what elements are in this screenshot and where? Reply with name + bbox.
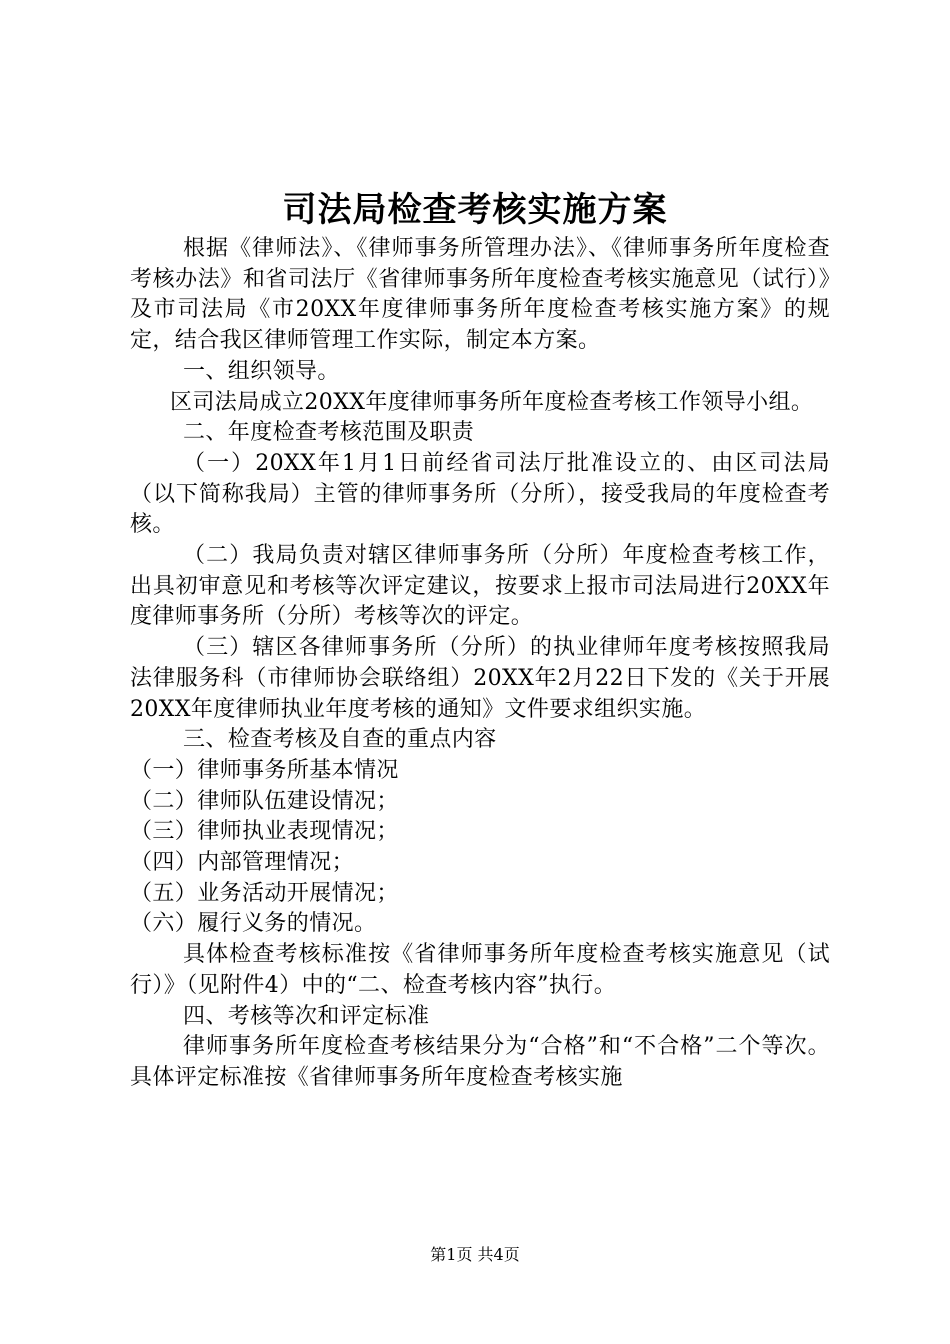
list-item: （五）业务活动开展情况；	[130, 880, 399, 906]
paragraph-scope-3: （三）辖区各律师事务所（分所）的执业律师年度考核按照我局法律服务科（市律师协会联络组）20XX年2月22日下发的《关于开展20XX年度律师执业年度考核的通知》文件要求组织实施。	[130, 635, 830, 722]
paragraph-scope-1: （一）20XX年1月1日前经省司法厅批准设立的、由区司法局（以下简称我局）主管的律师事务所（分所），接受我局的年度检查考核。	[130, 450, 830, 538]
list-item: （六）履行义务的情况。	[130, 911, 377, 937]
paragraph-leading-group: 区司法局成立20XX年度律师事务所年度检查考核工作领导小组。	[170, 389, 814, 415]
document-title: 司法局检查考核实施方案	[282, 190, 668, 230]
paragraph-intro: 根据《律师法》、《律师事务所管理办法》、《律师事务所年度检查考核办法》和省司法厅《省律师事务所年度检查考核实施意见（试行）》及市司法局《市20XX年度律师事务所年度检查考核实施方案》的规定，结合我区律师管理工作实际，制定本方案。	[130, 236, 830, 354]
paragraph-scope-2: （二）我局负责对辖区律师事务所（分所）年度检查考核工作，出具初审意见和考核等次评定建议，按要求上报市司法局进行20XX年度律师事务所（分所）考核等次的评定。	[130, 543, 830, 630]
heading-key-content: 三、检查考核及自查的重点内容	[183, 727, 497, 753]
list-item: （二）律师队伍建设情况；	[130, 788, 399, 814]
list-item: （四）内部管理情况；	[130, 850, 355, 876]
list-item: （一）律师事务所基本情况	[130, 757, 399, 783]
heading-scope: 二、年度检查考核范围及职责	[183, 420, 475, 446]
paragraph-standard: 具体检查考核标准按《省律师事务所年度检查考核实施意见（试行）》（见附件4）中的“二、检查考核内容”执行。	[130, 942, 830, 998]
document-body	[130, 234, 830, 1094]
paragraph-grades: 律师事务所年度检查考核结果分为“合格”和“不合格”二个等次。具体评定标准按《省律师事务所年度检查考核实施	[130, 1034, 830, 1090]
heading-grades: 四、考核等次和评定标准	[183, 1003, 430, 1029]
list-item: （三）律师执业表现情况；	[130, 819, 399, 845]
heading-organization: 一、组织领导。	[183, 358, 340, 384]
page-footer: 第1页 共4页	[430, 1245, 520, 1264]
